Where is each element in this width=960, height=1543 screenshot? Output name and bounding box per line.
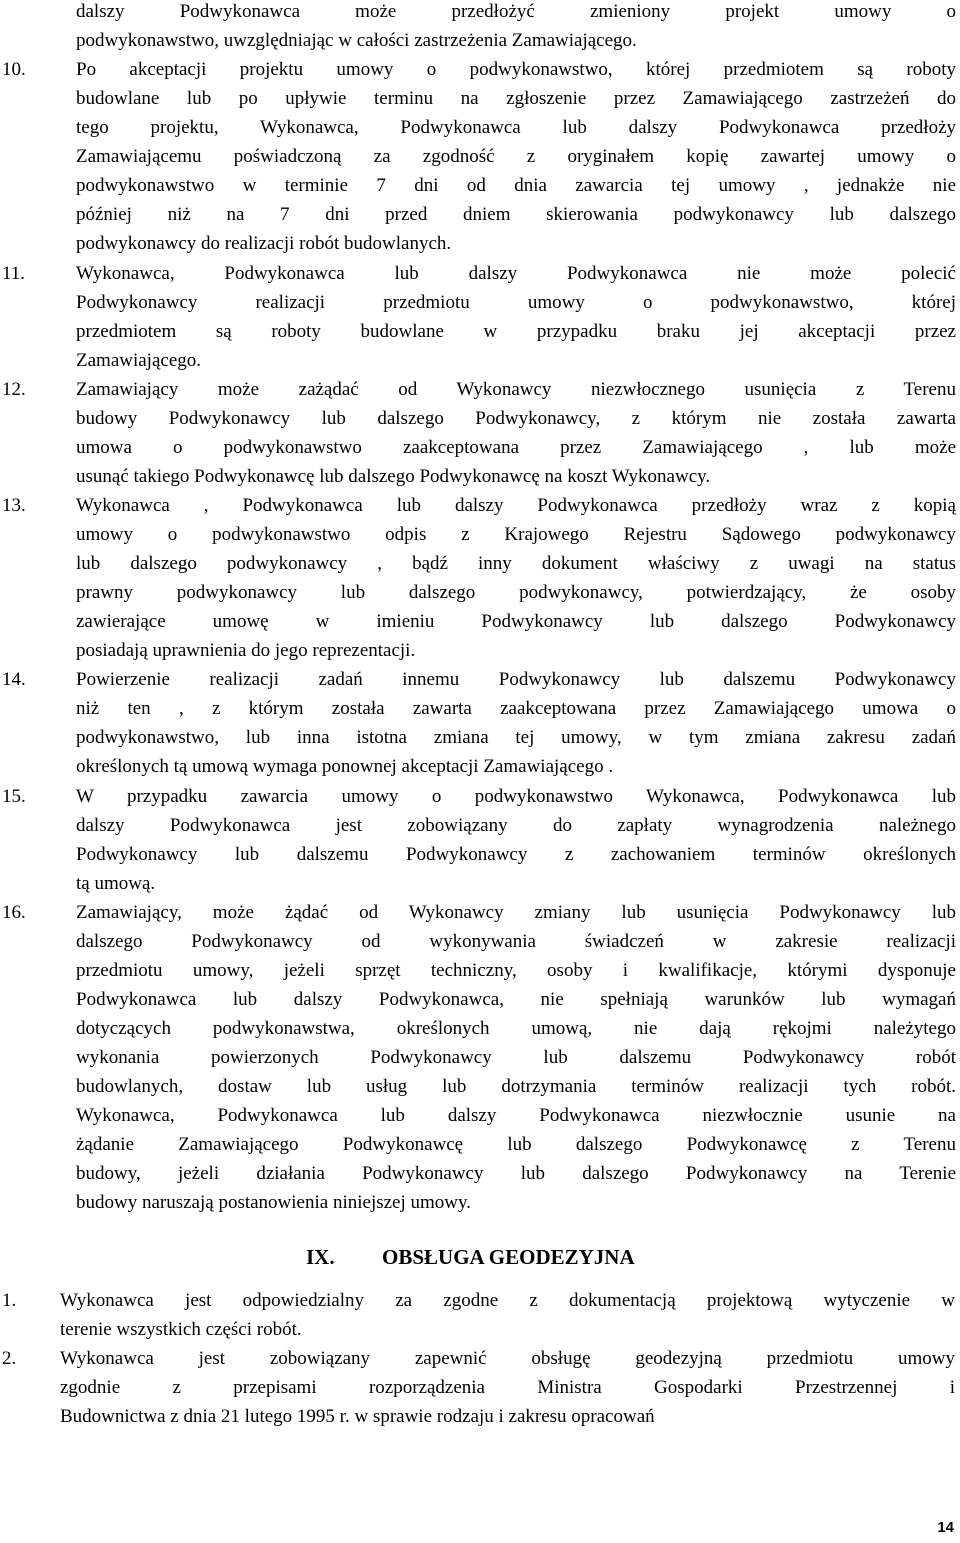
text-line: zawierające umowę w imieniu Podwykonawcy lub dalszego Podwykonawcy xyxy=(76,611,956,632)
text-line: dalszy Podwykonawca może przedłożyć zmieniony projekt umowy o xyxy=(76,1,956,22)
text-line: przedmiotem są roboty budowlane w przypadku braku jej akceptacji przez xyxy=(76,321,956,342)
text-line: dalszego Podwykonawcy od wykonywania świadczeń w zakresie realizacji xyxy=(76,931,956,952)
text-line: prawny podwykonawcy lub dalszego podwykonawcy, potwierdzający, że osoby xyxy=(76,582,956,603)
text-line: budowy, jeżeli działania Podwykonawcy lub dalszego Podwykonawcy na Terenie xyxy=(76,1163,956,1184)
text-line: dalszy Podwykonawca jest zobowiązany do zapłaty wynagrodzenia należnego xyxy=(76,815,956,836)
item-number: 12. xyxy=(2,379,26,400)
item-number: 11. xyxy=(2,263,26,284)
item-text xyxy=(76,375,956,491)
text-line: Podwykonawca lub dalszy Podwykonawca, nie spełniają warunków lub wymagań xyxy=(76,989,956,1010)
item-text xyxy=(76,665,956,781)
section-heading xyxy=(306,1242,635,1272)
text-line: budowlane lub po upływie terminu na zgłoszenie przez Zamawiającego zastrzeżeń do xyxy=(76,88,956,109)
text-line: później niż na 7 dni przed dniem skierowania podwykonawcy lub dalszego xyxy=(76,204,956,225)
item-text xyxy=(76,898,956,1217)
item-text xyxy=(76,55,956,258)
text-line: przedmiotu umowy, jeżeli sprzęt techniczny, osoby i kwalifikacje, którymi dysponuje xyxy=(76,960,956,981)
section-title: OBSŁUGA GEODEZYJNA xyxy=(382,1245,635,1269)
text-line: zgodnie z przepisami rozporządzenia Ministra Gospodarki Przestrzennej i xyxy=(60,1377,955,1398)
item-number: 1. xyxy=(2,1290,17,1311)
text-line: budowy Podwykonawcy lub dalszego Podwykonawcy, z którym nie została zawarta xyxy=(76,408,956,429)
text-line: Podwykonawcy realizacji przedmiotu umowy o podwykonawstwo, której xyxy=(76,292,956,313)
text-line: Wykonawca jest zobowiązany zapewnić obsługę geodezyjną przedmiotu umowy xyxy=(60,1348,955,1369)
text-line: podwykonawstwo w terminie 7 dni od dnia zawarcia tej umowy , jednakże nie xyxy=(76,175,956,196)
item-number: 2. xyxy=(2,1348,17,1369)
text-line: Zamawiający może zażądać od Wykonawcy niezwłocznego usunięcia z Terenu xyxy=(76,379,956,400)
section-number: IX. xyxy=(306,1245,335,1269)
text-line: Zamawiającemu poświadczoną za zgodność z oryginałem kopię zawartej umowy o xyxy=(76,146,956,167)
item-text xyxy=(76,491,956,665)
item-number: 16. xyxy=(2,902,26,923)
text-line: Budownictwa z dnia 21 lutego 1995 r. w sprawie rodzaju i zakresu opracowań xyxy=(60,1406,655,1427)
text-line: Wykonawca jest odpowiedzialny za zgodne z dokumentacją projektową wytyczenie w xyxy=(60,1290,955,1311)
text-line: posiadają uprawnienia do jego reprezentacji. xyxy=(76,640,416,661)
item-number: 13. xyxy=(2,495,26,516)
item-text xyxy=(76,259,956,375)
item-number: 10. xyxy=(2,59,26,80)
text-line: podwykonawstwo, uwzględniając w całości zastrzeżenia Zamawiającego. xyxy=(76,30,637,51)
item-text xyxy=(60,1286,955,1344)
text-line: określonych tą umową wymaga ponownej akceptacji Zamawiającego . xyxy=(76,756,614,777)
item-text xyxy=(76,782,956,898)
text-line: Po akceptacji projektu umowy o podwykonawstwo, której przedmiotem są roboty xyxy=(76,59,956,80)
text-line: budowy naruszają postanowienia niniejszej umowy. xyxy=(76,1192,472,1213)
text-line: umowy o podwykonawstwo odpis z Krajowego Rejestru Sądowego podwykonawcy xyxy=(76,524,956,545)
text-line: Powierzenie realizacji zadań innemu Podwykonawcy lub dalszemu Podwykonawcy xyxy=(76,669,956,690)
text-line: Wykonawca, Podwykonawca lub dalszy Podwykonawca niezwłocznie usunie na xyxy=(76,1105,956,1126)
text-line: usunąć takiego Podwykonawcę lub dalszego Podwykonawcę na koszt Wykonawcy. xyxy=(76,466,711,487)
item-text xyxy=(60,1344,955,1431)
item-number: 15. xyxy=(2,786,26,807)
text-line: żądanie Zamawiającego Podwykonawcę lub dalszego Podwykonawcę z Terenu xyxy=(76,1134,956,1155)
text-line: lub dalszego podwykonawcy , bądź inny dokument właściwy z uwagi na status xyxy=(76,553,956,574)
text-line: terenie wszystkich części robót. xyxy=(60,1319,302,1340)
text-line: W przypadku zawarcia umowy o podwykonawstwo Wykonawca, Podwykonawca lub xyxy=(76,786,956,807)
text-line: umowa o podwykonawstwo zaakceptowana przez Zamawiającego , lub może xyxy=(76,437,956,458)
text-line: tą umową. xyxy=(76,873,156,894)
text-line: Wykonawca, Podwykonawca lub dalszy Podwykonawca nie może polecić xyxy=(76,263,956,284)
text-line: Zamawiającego. xyxy=(76,350,202,371)
text-line: podwykonawstwo, lub inna istotna zmiana tej umowy, w tym zmiana zakresu zadań xyxy=(76,727,956,748)
text-line: wykonania powierzonych Podwykonawcy lub dalszemu Podwykonawcy robót xyxy=(76,1047,956,1068)
text-line: podwykonawcy do realizacji robót budowlanych. xyxy=(76,233,452,254)
text-line: dotyczących podwykonawstwa, określonych umową, nie dają rękojmi należytego xyxy=(76,1018,956,1039)
text-line: Podwykonawcy lub dalszemu Podwykonawcy z zachowaniem terminów określonych xyxy=(76,844,956,865)
item-number: 14. xyxy=(2,669,26,690)
text-line: budowlanych, dostaw lub usług lub dotrzymania terminów realizacji tych robót. xyxy=(76,1076,956,1097)
text-line: Wykonawca , Podwykonawca lub dalszy Podwykonawca przedłoży wraz z kopią xyxy=(76,495,956,516)
text-line: niż ten , z którym została zawarta zaakceptowana przez Zamawiającego umowa o xyxy=(76,698,956,719)
text-line: tego projektu, Wykonawca, Podwykonawca lub dalszy Podwykonawca przedłoży xyxy=(76,117,956,138)
text-line: Zamawiający, może żądać od Wykonawcy zmiany lub usunięcia Podwykonawcy lub xyxy=(76,902,956,923)
page-number: 14 xyxy=(937,1519,954,1536)
